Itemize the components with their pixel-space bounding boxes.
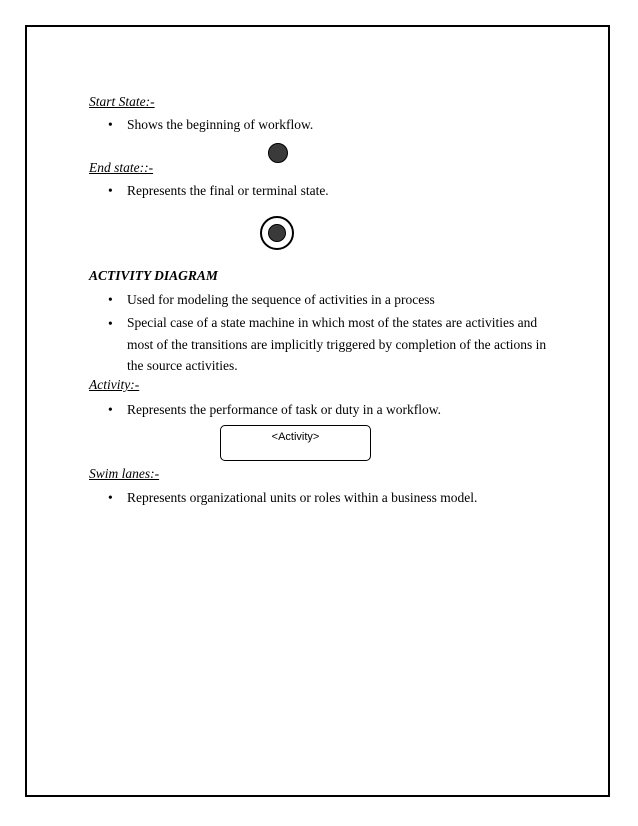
activity-bullet-1: Represents the performance of task or duty in a workflow. (127, 402, 442, 417)
end-state-symbol-core (268, 224, 286, 242)
activity-diagram-heading: ACTIVITY DIAGRAM (89, 268, 218, 283)
start-state-bullet-1: Shows the beginning of workflow. (127, 117, 314, 132)
bullet-glyph: • (108, 316, 113, 331)
end-state-bullet-1: Represents the final or terminal state. (127, 183, 329, 198)
end-state-heading: End state::- (89, 160, 154, 175)
start-state-heading: Start State:- (89, 94, 155, 109)
activity-heading: Activity:- (89, 377, 140, 392)
activity-symbol-label: <Activity> (271, 431, 320, 443)
start-state-symbol (268, 143, 288, 163)
bullet-glyph: • (108, 402, 113, 417)
activity-diagram-bullet-2: Special case of a state machine in which most of the states are activities and most of the transitions are implicitly triggered by completion of the actions in the source activities. (127, 315, 547, 373)
bullet-glyph: • (108, 117, 113, 132)
bullet-glyph: • (108, 490, 113, 505)
activity-diagram-bullet-1: Used for modeling the sequence of activities in a process (127, 292, 435, 307)
end-state-symbol (260, 216, 294, 250)
swim-lanes-bullet-1: Represents organizational units or roles within a business model. (127, 490, 478, 505)
bullet-glyph: • (108, 292, 113, 307)
bullet-glyph: • (108, 183, 113, 198)
swim-lanes-heading: Swim lanes:- (89, 466, 160, 481)
activity-symbol-box (220, 425, 371, 461)
